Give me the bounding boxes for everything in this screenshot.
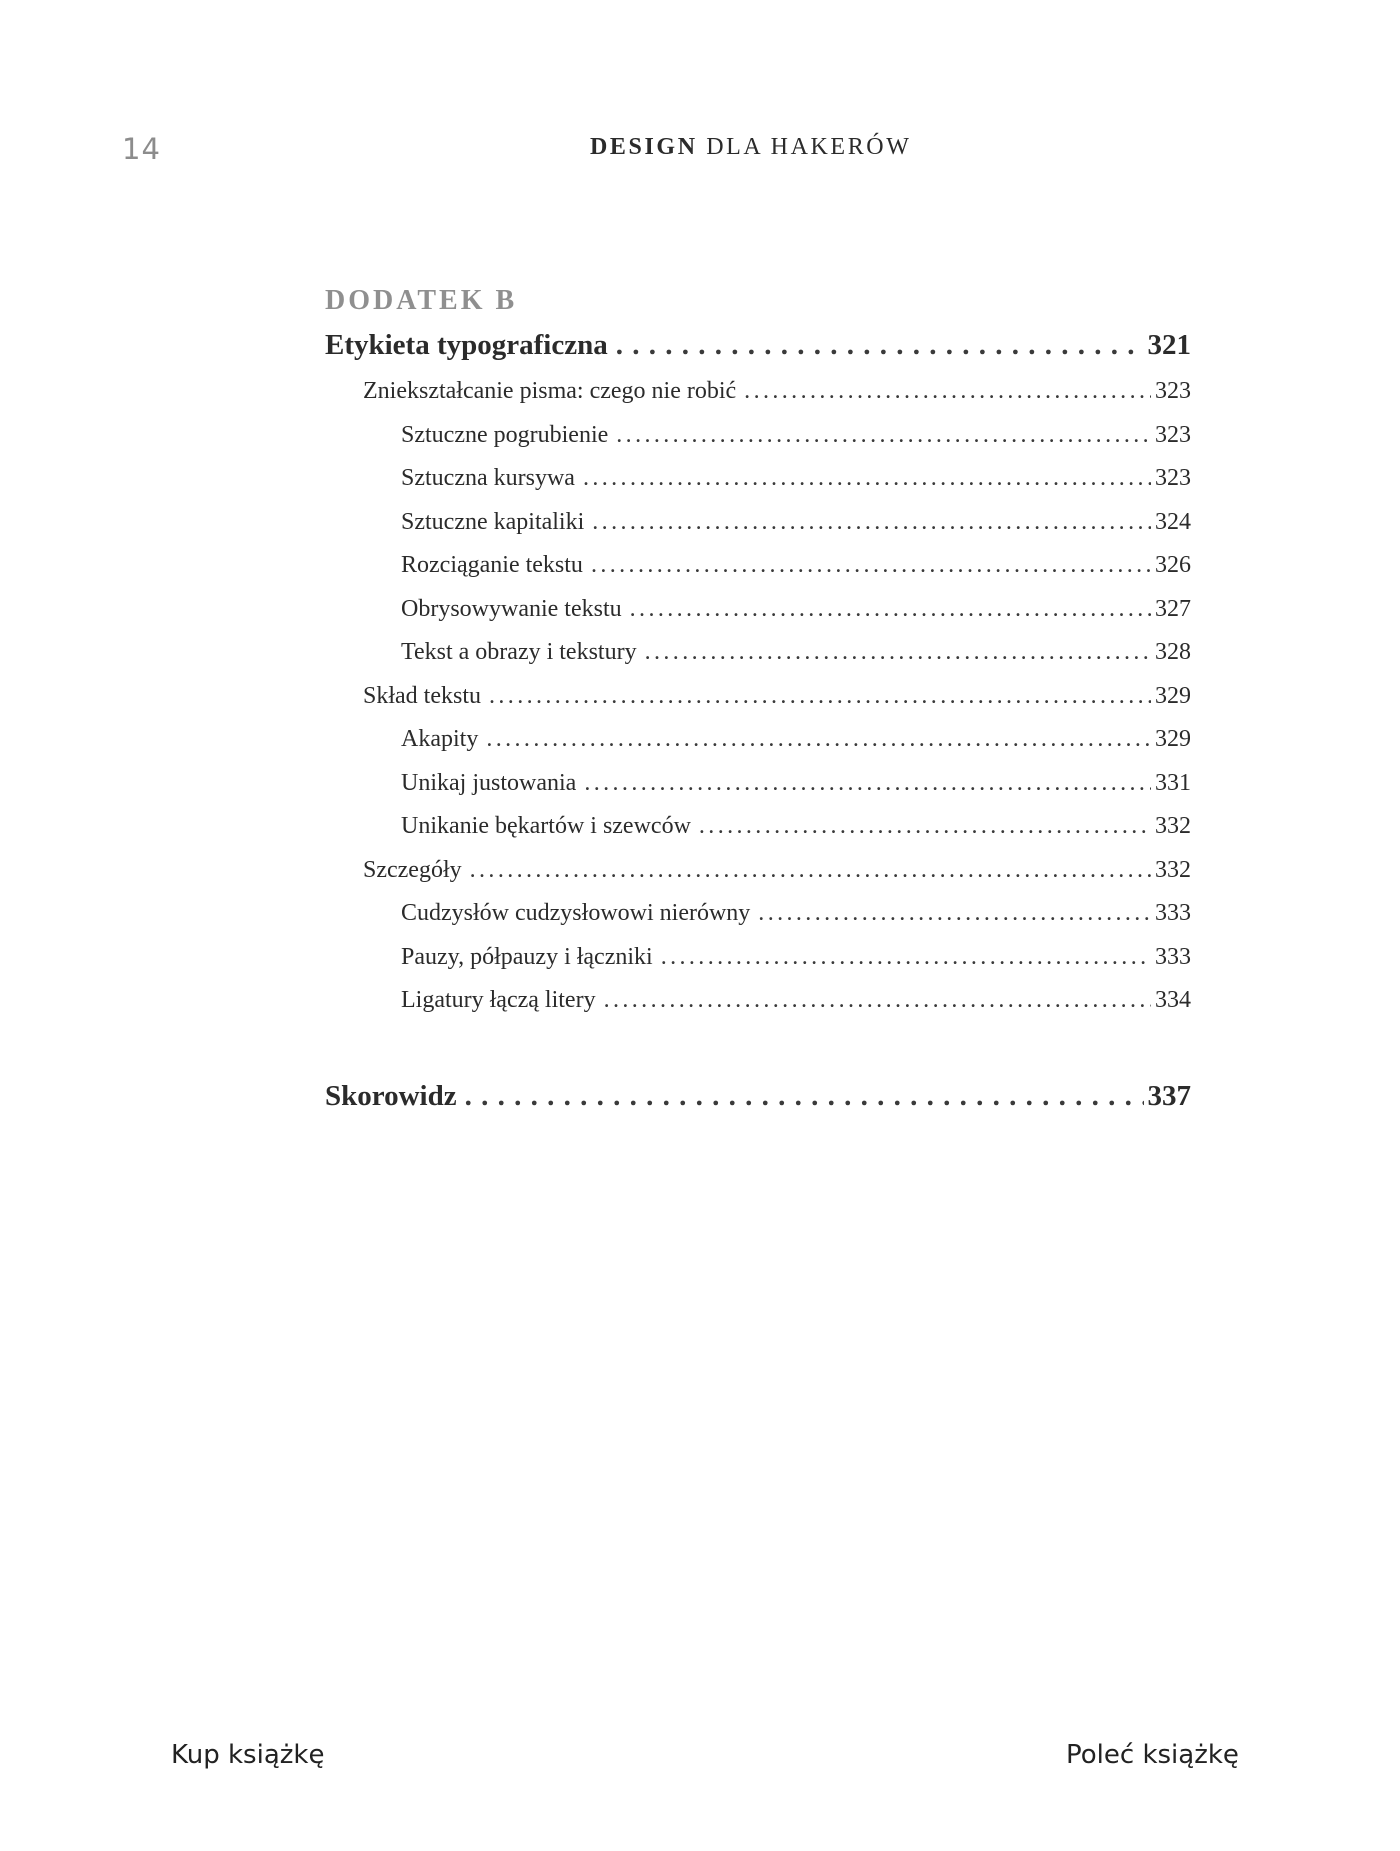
- dot-leader: [486, 718, 1151, 762]
- running-head-bold: DESIGN: [590, 134, 698, 160]
- dot-leader: [744, 370, 1151, 414]
- dot-leader: [645, 631, 1151, 675]
- toc-index-entry: [325, 1071, 1191, 1121]
- toc-subsection-entry: [325, 457, 1191, 501]
- toc-subsection-entry: [325, 631, 1191, 675]
- dot-leader: [758, 892, 1151, 936]
- toc-entry-title: Pauzy, półpauzy i łączniki: [401, 943, 653, 970]
- toc-subsection-entry: [325, 805, 1191, 849]
- toc-entry-page: 334: [1155, 987, 1191, 1013]
- buy-book-link[interactable]: Kup książkę: [171, 1740, 325, 1770]
- toc-entry-title: Szczegóły: [363, 856, 462, 883]
- table-of-contents: [325, 282, 1191, 1121]
- toc-entry-page: 329: [1155, 726, 1191, 752]
- toc-entry-title: Cudzysłów cudzysłowowi nierówny: [401, 900, 751, 926]
- toc-entry-title: Tekst a obrazy i tekstury: [401, 639, 637, 665]
- toc-entry-page: 328: [1155, 639, 1191, 665]
- dot-leader: [584, 762, 1151, 806]
- toc-section-entry: [325, 675, 1191, 719]
- toc-entry-title: Unikanie bękartów i szewców: [401, 813, 691, 839]
- toc-entry-page: 327: [1155, 595, 1191, 622]
- dot-leader: [661, 936, 1151, 980]
- running-head-rest: DLA HAKERÓW: [697, 134, 912, 160]
- toc-entry-page: 332: [1155, 813, 1191, 839]
- toc-subsection-entry: [325, 892, 1191, 936]
- page-number: 14: [122, 132, 161, 166]
- toc-subsection-entry: [325, 544, 1191, 588]
- toc-subsection-entry: [325, 588, 1191, 632]
- toc-entry-page: 324: [1155, 508, 1191, 535]
- toc-entry-page: 333: [1155, 943, 1191, 970]
- toc-entry-page: 332: [1155, 856, 1191, 883]
- toc-index-title: Skorowidz: [325, 1079, 457, 1112]
- dot-leader: [592, 501, 1151, 545]
- dot-leader: [630, 588, 1151, 632]
- dot-leader: [470, 849, 1151, 893]
- dot-leader: [591, 544, 1151, 588]
- toc-index-page: 337: [1147, 1079, 1191, 1112]
- toc-entry-title: Unikaj justowania: [401, 769, 577, 796]
- toc-entry-title: Rozciąganie tekstu: [401, 552, 583, 578]
- toc-chapter-page: 321: [1147, 329, 1191, 361]
- toc-entry-page: 323: [1155, 465, 1191, 491]
- toc-chapter-entry: [325, 320, 1191, 370]
- toc-entry-title: Ligatury łączą litery: [401, 987, 596, 1013]
- toc-entry-page: 329: [1155, 682, 1191, 709]
- recommend-book-link[interactable]: Poleć książkę: [1066, 1740, 1239, 1770]
- toc-entry-title: Sztuczne pogrubienie: [401, 421, 609, 448]
- toc-entry-title: Sztuczna kursywa: [401, 465, 575, 491]
- toc-subsection-entry: [325, 718, 1191, 762]
- toc-entry-title: Sztuczne kapitaliki: [401, 508, 585, 535]
- appendix-label: DODATEK B: [325, 285, 518, 316]
- toc-subsection-entry: [325, 501, 1191, 545]
- toc-subsection-entry: [325, 979, 1191, 1023]
- toc-entry-page: 323: [1155, 378, 1191, 404]
- toc-subsection-entry: [325, 936, 1191, 980]
- toc-chapter-title: Etykieta typograficzna: [325, 329, 608, 361]
- toc-entry-page: 333: [1155, 900, 1191, 926]
- toc-section-entry: [325, 370, 1191, 414]
- dot-leader: [489, 675, 1151, 719]
- toc-entry-page: 323: [1155, 421, 1191, 448]
- toc-entry-title: Akapity: [401, 726, 479, 752]
- toc-entry-title: Skład tekstu: [363, 682, 481, 709]
- toc-subsection-entry: [325, 762, 1191, 806]
- running-head: [590, 134, 912, 161]
- toc-entry-page: 331: [1155, 769, 1191, 796]
- dot-leader: [583, 457, 1151, 501]
- toc-entries: [325, 370, 1191, 1023]
- toc-entry-title: Obrysowywanie tekstu: [401, 595, 622, 622]
- toc-subsection-entry: [325, 414, 1191, 458]
- dot-leader: [616, 414, 1151, 458]
- toc-entry-title: Zniekształcanie pisma: czego nie robić: [363, 378, 737, 404]
- dot-leader: [465, 1071, 1144, 1121]
- toc-section-entry: [325, 849, 1191, 893]
- toc-entry-page: 326: [1155, 552, 1191, 578]
- dot-leader: [604, 979, 1151, 1023]
- dot-leader: [699, 805, 1151, 849]
- dot-leader: [616, 320, 1144, 370]
